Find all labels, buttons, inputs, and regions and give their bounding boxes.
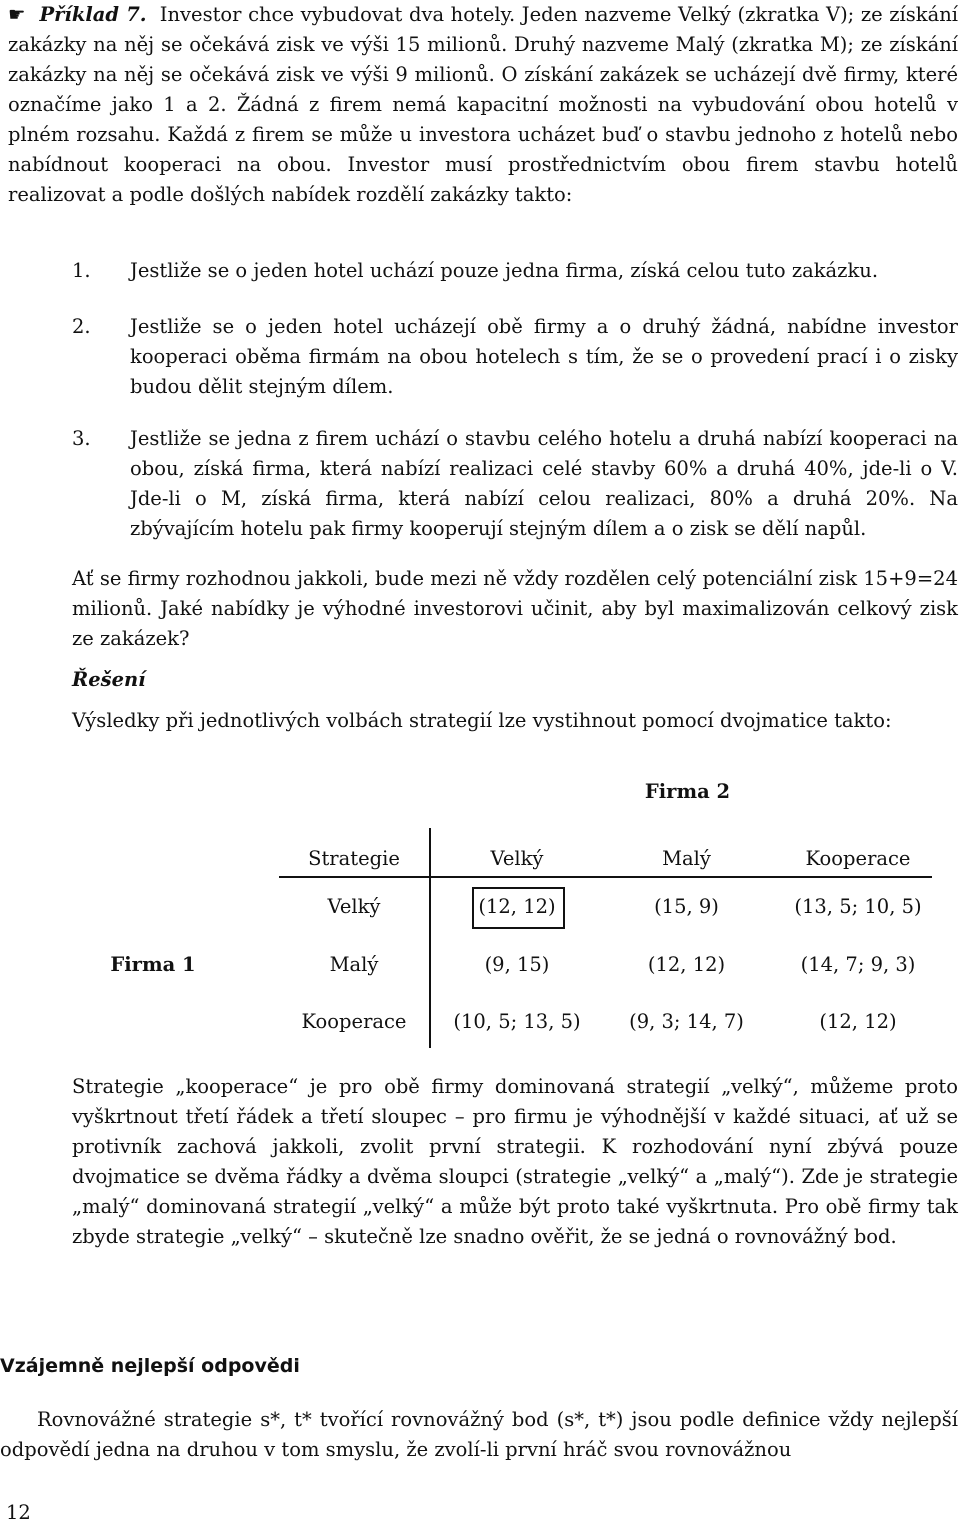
column-header-velky: Velký bbox=[490, 847, 544, 870]
solution-intro: Výsledky při jednotlivých volbách strategií lze vystihnout pomocí dvojmatice takto: bbox=[72, 709, 892, 732]
example-intro-text: Investor chce vybudovat dva hotely. Jeden nazveme Velký (zkratka V); ze získání zakázky na něj se očekává zisk ve výši 15 milionů. Druhý nazveme Malý (zkratka M); ze získání zakázky na něj se očekává zisk ve výši 9 milionů. O získání zakázek se ucházejí dvě firmy, které označíme jako 1 a 2. Žádná z firem nemá kapacitní možnosti na vybudování obou hotelů v plném rozsahu. Každá z firem se může u investora ucházet buď o stavbu jednoho z hotelů nebo nabídnout kooperaci na obou. Investor musí prostřednictvím obou firem stavbu hotelů realizovat a podle došlých nabídek rozdělí zakázky takto: bbox=[8, 3, 958, 206]
payoff-cell: (9, 3; 14, 7) bbox=[629, 1010, 744, 1033]
example-block bbox=[8, 0, 958, 210]
conclusion-paragraph: Strategie „kooperace“ je pro obě firmy dominovaná strategií „velký“, můžeme proto vyškrtnout třetí řádek a třetí sloupec – pro firmu je výhodnější v každé situaci, ať už se protivník zachová jakkoli, zvolit první strategii. K rozhodování nyní zbývá pouze dvojmatice se dvěma řádky a dvěma sloupci (strategie „velký“ a „malý“). Zde je strategie „malý“ dominovaná strategií „velký“ a může být proto také vyškrtnuta. Pro obě firmy tak zbyde strategie „velký“ – skutečně lze snadno ověřit, že se jedná o rovnovážný bod. bbox=[72, 1075, 958, 1248]
payoff-cell: (15, 9) bbox=[654, 895, 719, 918]
header-underline bbox=[279, 876, 932, 878]
rule-text: Jestliže se o jeden hotel ucházejí obě firmy a o druhý žádná, nabídne investor kooperaci oběma firmám na obou hotelech s tím, že se o provedení prací i o zisky budou dělit stejným dílem. bbox=[130, 315, 958, 398]
page-number: 12 bbox=[6, 1501, 31, 1524]
rule-item-2 bbox=[72, 312, 958, 402]
column-header-kooperace: Kooperace bbox=[805, 847, 911, 870]
row-player-label: Firma 1 bbox=[110, 953, 196, 976]
payoff-cell: (12, 12) bbox=[819, 1010, 897, 1033]
section-text: Rovnovážné strategie s*, t* tvořící rovnovážný bod (s*, t*) jsou podle definice vždy nejlepší odpovědí jedna na druhou v tom smyslu, že zvolí-li první hráč svou rovnovážnou bbox=[0, 1408, 958, 1461]
row-label-kooperace: Kooperace bbox=[301, 1010, 407, 1033]
corner-strategy-label: Strategie bbox=[308, 847, 400, 870]
rule-text: Jestliže se o jeden hotel uchází pouze jedna firma, získá celou tuto zakázku. bbox=[130, 259, 879, 282]
payoff-cell: (14, 7; 9, 3) bbox=[800, 953, 916, 976]
row-label-maly: Malý bbox=[329, 953, 379, 976]
payoff-cell: (9, 15) bbox=[484, 953, 550, 976]
pointing-hand-icon: ☛ bbox=[8, 3, 26, 26]
payoff-cell: (12, 12) bbox=[478, 895, 556, 918]
solution-heading: Řešení bbox=[72, 668, 146, 691]
section-heading: Vzájemně nejlepší odpovědi bbox=[0, 1355, 300, 1377]
example-intro-paragraph bbox=[8, 0, 958, 210]
rule-text: Jestliže se jedna z firem uchází o stavbu celého hotelu a druhá nabízí kooperaci na obou, získá firma, která nabízí realizaci celé stavby 60% a druhá 40%, jde-li o V. Jde-li o M, získá firma, která nabízí celou realizaci, 80% a druhá 20%. Na zbývajícím hotelu pak firmy kooperují stejným dílem a o zisk se dělí napůl. bbox=[130, 427, 958, 540]
rule-number: 3. bbox=[72, 427, 91, 450]
rule-item-1 bbox=[72, 256, 958, 286]
payoff-cell: (10, 5; 13, 5) bbox=[453, 1010, 581, 1033]
column-player-label: Firma 2 bbox=[644, 780, 731, 803]
row-label-velky: Velký bbox=[327, 895, 381, 918]
rule-item-3 bbox=[72, 424, 958, 544]
column-header-maly: Malý bbox=[662, 847, 711, 870]
question-paragraph: Ať se firmy rozhodnou jakkoli, bude mezi ně vždy rozdělen celý potenciální zisk 15+9=24 milionů. Jaké nabídky je výhodné investorovi učinit, aby byl maximalizován celkový zisk ze zakázek? bbox=[72, 567, 958, 650]
payoff-cell: (13, 5; 10, 5) bbox=[794, 895, 922, 918]
rule-number: 1. bbox=[72, 259, 91, 282]
rule-number: 2. bbox=[72, 315, 91, 338]
payoff-cell: (12, 12) bbox=[647, 953, 726, 976]
payoff-bimatrix bbox=[0, 760, 960, 1060]
example-label: Příklad 7. bbox=[39, 3, 147, 26]
